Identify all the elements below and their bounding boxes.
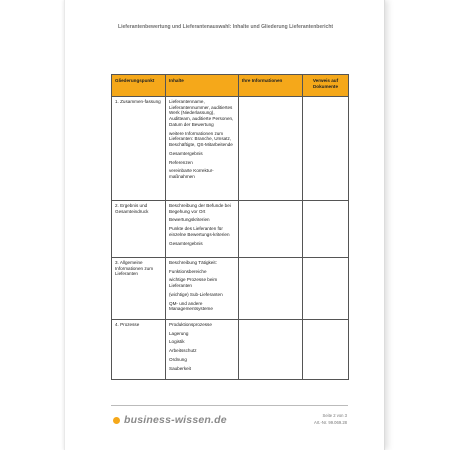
table-row bbox=[112, 320, 349, 380]
content-item: Funktionsbereiche bbox=[169, 268, 207, 274]
your-info-cell bbox=[239, 258, 303, 320]
content-item: (wichtige) Sub-Lieferanten bbox=[169, 291, 223, 297]
content-item: Bewertungskriterien bbox=[169, 217, 210, 223]
document-ref-cell bbox=[303, 97, 349, 201]
content-item: Logistik bbox=[169, 339, 185, 345]
row-point: 2. Ergebnis und Gesamteindruck bbox=[112, 201, 166, 258]
content-item: Lagerung bbox=[169, 330, 189, 336]
document-ref-cell bbox=[303, 258, 349, 320]
table-row bbox=[112, 258, 349, 320]
table-row bbox=[112, 201, 349, 258]
content-item: Punkte des Lieferanten für einzelne Bewertungs-kriterien bbox=[169, 226, 230, 237]
content-item: vereinbarte Korrektur-maßnahmen bbox=[169, 168, 214, 180]
column-header-document-ref: Verweis auf Dokumente bbox=[303, 75, 349, 97]
content-item: Lieferantenname, Lieferantennummer, auditiertes Werk (Niederlassung), Auditteam, auditierte Personen, Datum der Bewertung bbox=[169, 99, 234, 127]
content-item: weitere Informationen zum Lieferanten: Branche, Umsatz, Beschäftigte, QS-Mitarbeitende bbox=[169, 130, 233, 148]
footer-logo bbox=[113, 414, 227, 426]
content-item: Sauberkeit bbox=[169, 365, 191, 371]
document-header: Lieferantenbewertung und Lieferantenauswahl: Inhalte und Gliederung Lieferantenbericht bbox=[118, 24, 334, 30]
footer-divider bbox=[111, 405, 348, 406]
row-point: 4. Prozesse bbox=[112, 320, 166, 380]
content-item: Beschreibung der Befunde bei Begehung vor Ort bbox=[169, 203, 231, 214]
content-item: Referenzen bbox=[169, 159, 193, 165]
outline-table bbox=[111, 74, 349, 380]
article-number: Art.-Nr. 99.069.28 bbox=[313, 419, 347, 425]
row-point: 1. Zusammen-fassung bbox=[112, 97, 166, 201]
table-header-row bbox=[112, 75, 349, 97]
page-number: Seite 2 von 3 bbox=[322, 413, 347, 418]
column-header-point: Gliederungspunkt bbox=[112, 75, 166, 97]
logo-dot-icon bbox=[113, 417, 120, 424]
your-info-cell bbox=[239, 320, 303, 380]
row-contents bbox=[166, 201, 239, 258]
content-item: Gesamtergebnis bbox=[169, 150, 203, 156]
document-ref-cell bbox=[303, 201, 349, 258]
table-row bbox=[112, 97, 349, 201]
footer-info bbox=[314, 413, 347, 426]
content-item: Beschreibung Tätigkeit: bbox=[169, 260, 217, 265]
column-header-your-info: Ihre Informationen bbox=[239, 75, 303, 97]
content-item: QM- und andere Managementsysteme bbox=[169, 300, 213, 312]
content-item: Ordnung bbox=[169, 356, 187, 362]
row-point: 3. Allgemeine Informationen zum Lieferanten bbox=[112, 258, 166, 320]
logo-text: business-wissen.de bbox=[124, 414, 227, 426]
your-info-cell bbox=[239, 201, 303, 258]
content-item: Gesamtergebnis bbox=[169, 240, 203, 246]
row-contents bbox=[166, 258, 239, 320]
column-header-contents: Inhalte bbox=[166, 75, 239, 97]
row-contents bbox=[166, 320, 239, 380]
content-item: wichtige Prozesse beim Lieferanten bbox=[169, 277, 218, 289]
document-page bbox=[64, 0, 385, 450]
content-item: Arbeitsschutz bbox=[169, 348, 197, 354]
content-item: Produktionsprozesse bbox=[169, 322, 212, 327]
document-ref-cell bbox=[303, 320, 349, 380]
your-info-cell bbox=[239, 97, 303, 201]
row-contents bbox=[166, 97, 239, 201]
